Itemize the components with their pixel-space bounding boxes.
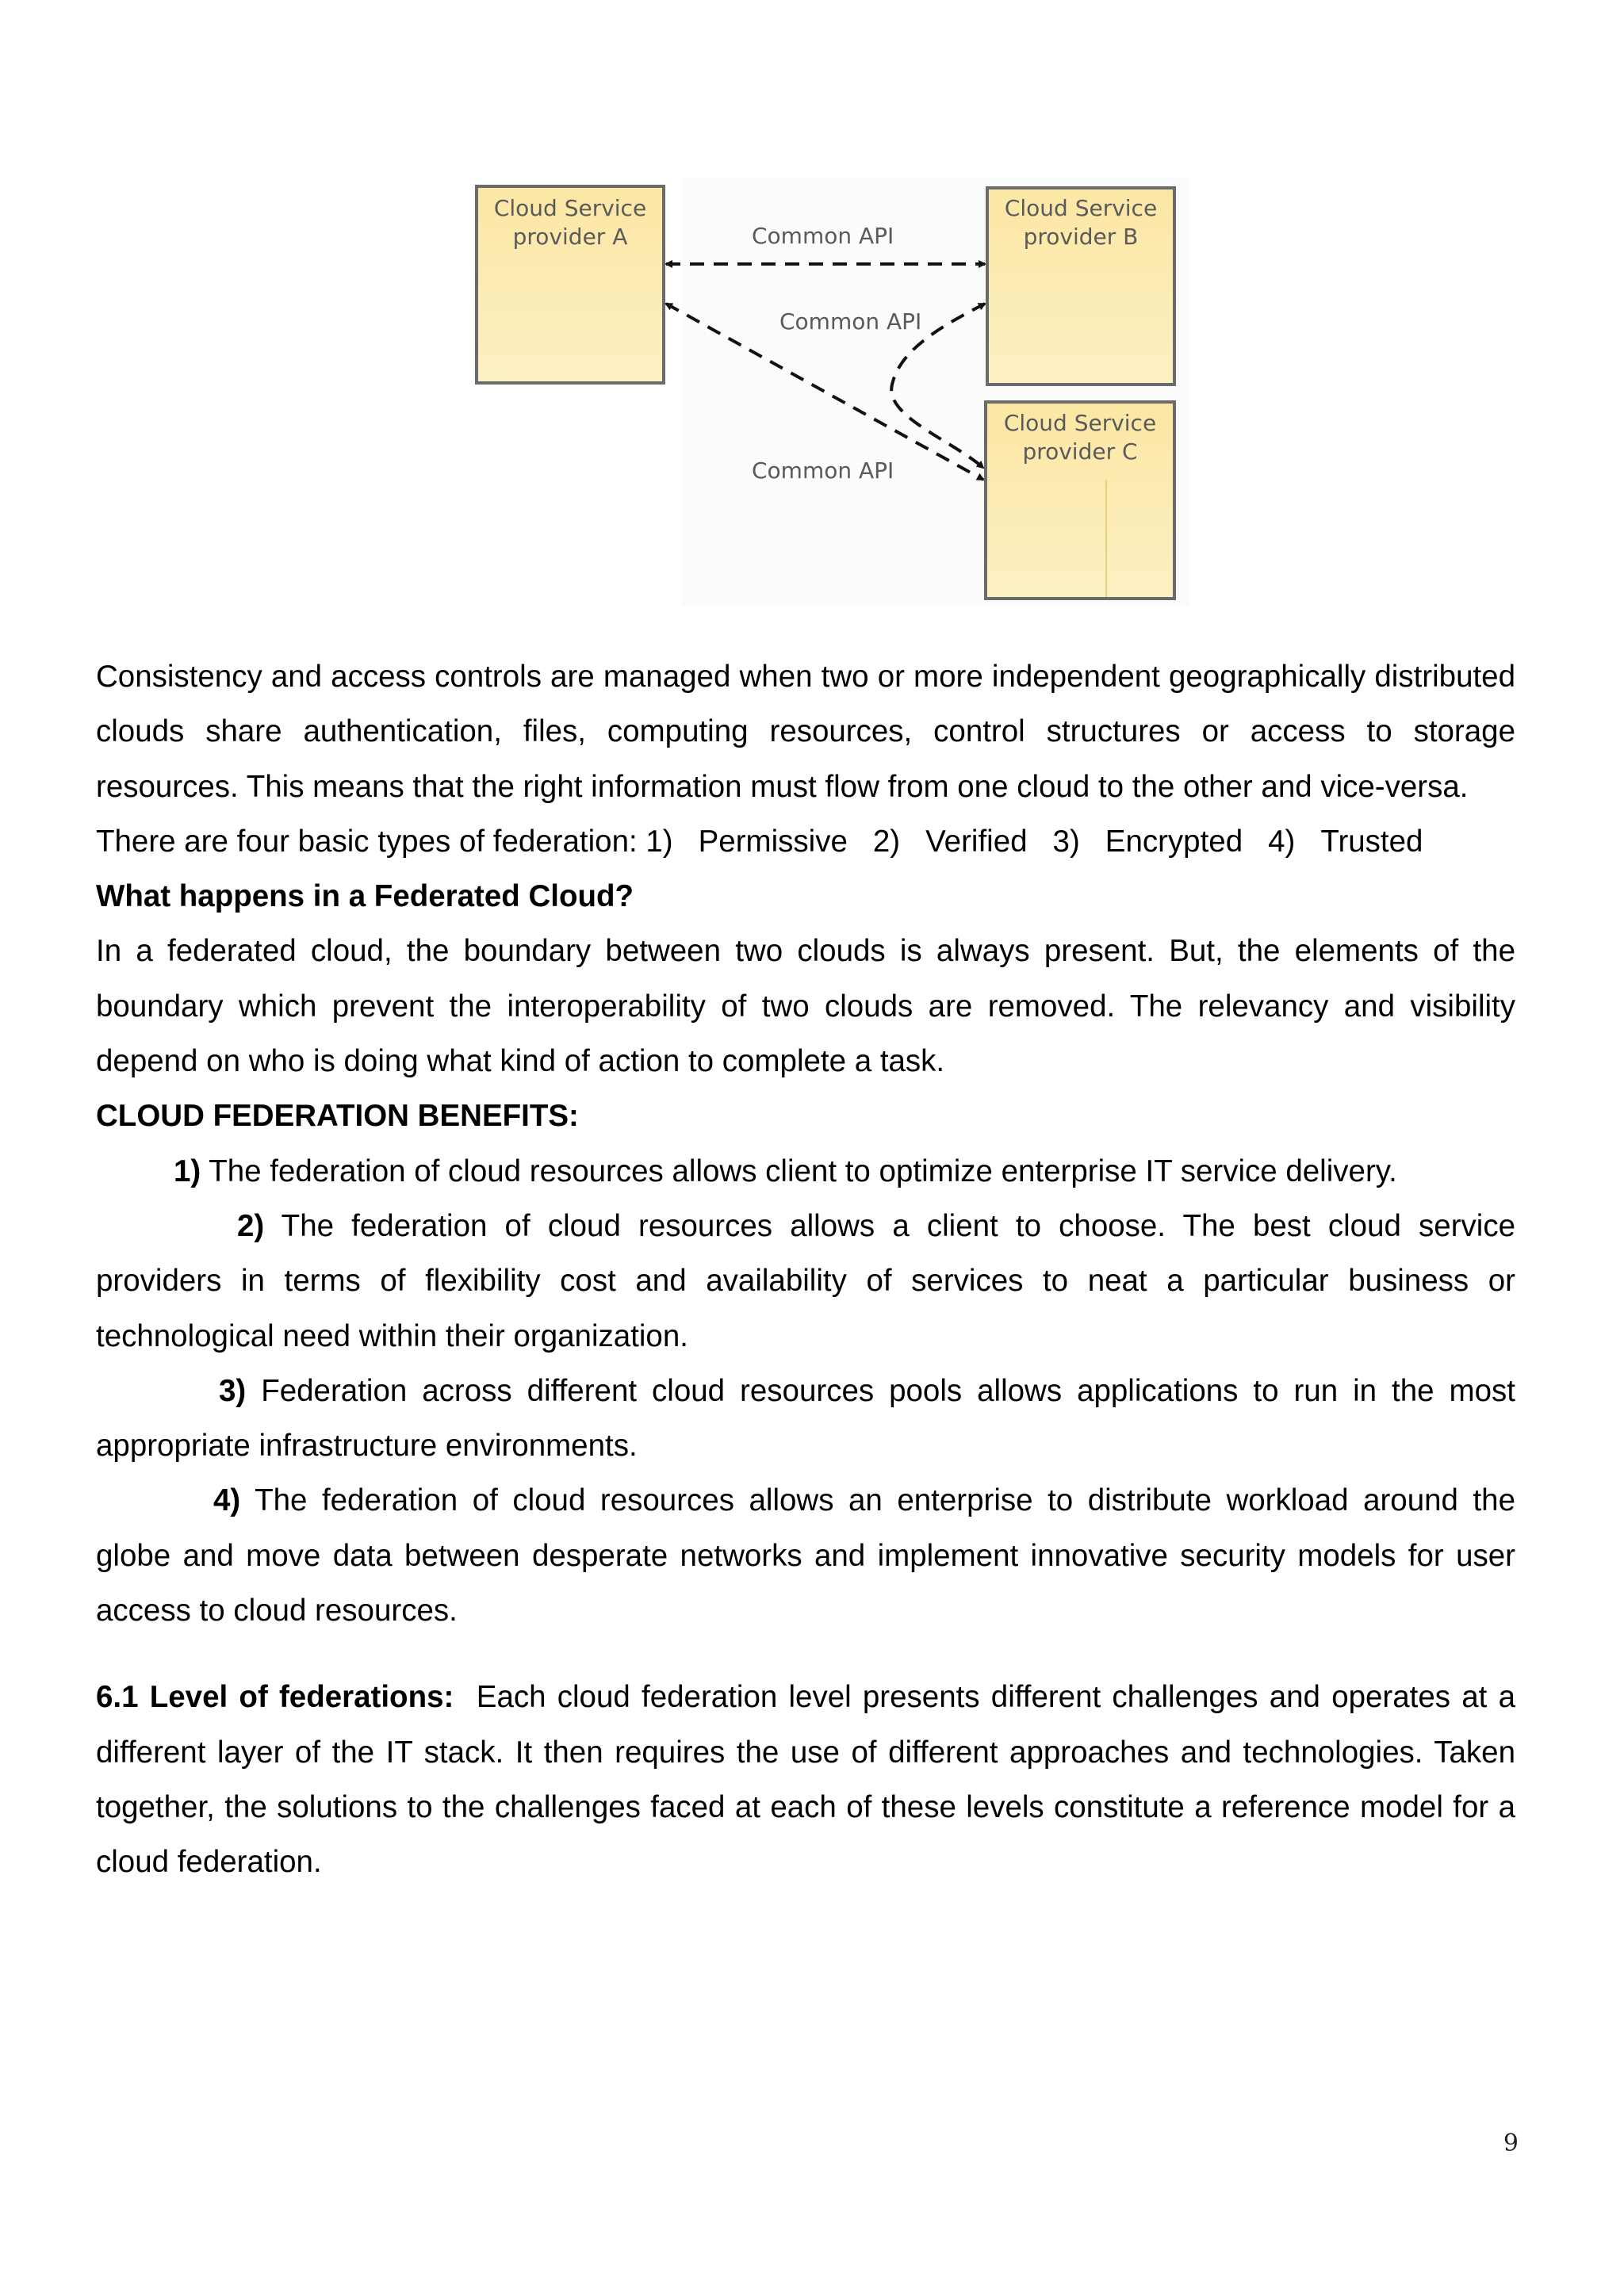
benefit-2-text: The federation of cloud resources allows a client to choose. The best cloud service providers in terms of flexibility cost and availability of services to neat a particular business or technological need within their organization. — [96, 1208, 1515, 1353]
section-title: 6.1 Level of federations: — [96, 1680, 454, 1715]
benefit-3-number: 3) — [219, 1373, 247, 1408]
benefit-1-number: 1) — [174, 1154, 201, 1188]
box-b-label: Cloud Service provider B — [1004, 195, 1158, 250]
federation-types — [96, 814, 1515, 869]
heading-federated-cloud: What happens in a Federated Cloud? — [96, 879, 634, 914]
benefit-2-number: 2) — [237, 1208, 265, 1243]
benefit-3-text: Federation across different cloud resources pools allows applications to run in the most appropriate infrastructure environments. — [96, 1373, 1515, 1464]
type-trusted: Trusted — [1320, 824, 1423, 859]
api-label-top: Common API — [752, 223, 894, 249]
type-num-2: 2) — [872, 824, 901, 859]
type-encrypted: Encrypted — [1105, 824, 1243, 859]
box-c-label: Cloud Service provider C — [1003, 410, 1157, 465]
type-permissive: Permissive — [698, 824, 848, 859]
section-level-of-federations — [96, 1670, 1524, 1889]
page-number: 9 — [1503, 2130, 1519, 2157]
paragraph-gap — [96, 1638, 1515, 1670]
benefit-1-text: The federation of cloud resources allows client to optimize enterprise IT service delivery. — [201, 1154, 1397, 1188]
federation-diagram — [468, 178, 1189, 607]
box-a-label: Cloud Service provider A — [493, 195, 647, 250]
benefit-4 — [96, 1473, 1515, 1638]
section-text: Each cloud federation level presents different challenges and operates at a different layer of the IT stack. It then requires the use of different approaches and technologies. Taken together, the solutions to the challenges faced at each of these levels constitute a reference model for a cloud federation. — [96, 1680, 1524, 1880]
type-num-4: 4) — [1268, 824, 1296, 859]
body-text — [96, 649, 1524, 1890]
paragraph-boundary: In a federated cloud, the boundary between two clouds is always present. But, the elements of the boundary which prevent the interoperability of two clouds are removed. The relevancy and visibility depend on who is doing what kind of action to complete a task. — [96, 934, 1515, 1079]
paragraph-consistency: Consistency and access controls are managed when two or more independent geographically distributed clouds share authentication, files, computing resources, control structures or access to storage resources. This means that the right information must flow from one cloud to the other and vice-versa. — [96, 660, 1515, 804]
api-label-middle: Common API — [779, 308, 922, 335]
api-label-bottom: Common API — [752, 457, 894, 484]
types-lead: There are four basic types of federation: 1) — [96, 824, 673, 859]
heading-benefits: CLOUD FEDERATION BENEFITS: — [96, 1099, 579, 1134]
benefit-2 — [96, 1199, 1515, 1364]
benefit-3 — [96, 1364, 1515, 1474]
type-num-3: 3) — [1052, 824, 1080, 859]
type-verified: Verified — [925, 824, 1028, 859]
benefit-4-text: The federation of cloud resources allows an enterprise to distribute workload around the globe and move data between desperate networks and implement innovative security models for user access to cloud resources. — [96, 1483, 1515, 1628]
benefit-1 — [96, 1144, 1515, 1199]
benefit-4-number: 4) — [213, 1483, 241, 1518]
